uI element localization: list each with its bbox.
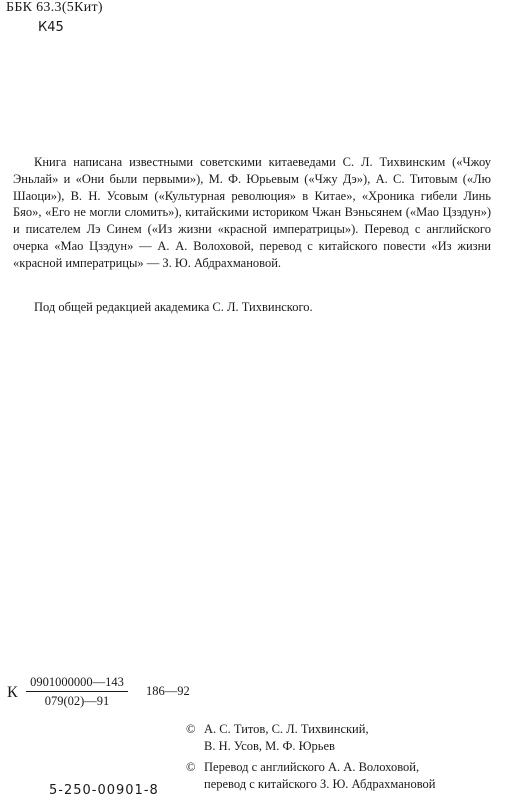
copyright-line: А. С. Титов, С. Л. Тихвинский, (204, 722, 369, 736)
copyright-authors (186, 721, 506, 755)
copyright-line: перевод с китайского З. Ю. Абдрахмановой (204, 777, 436, 791)
bbk-classification: ББК 63.3(5Кит) (6, 0, 103, 15)
publisher-code-prefix: К (7, 684, 18, 701)
publisher-code-numerator: 0901000000—143 (26, 675, 128, 692)
publisher-code-fraction (26, 675, 128, 709)
copyright-translation (186, 759, 506, 793)
publisher-code-suffix: 186—92 (146, 684, 190, 698)
author-mark: К45 (38, 20, 64, 35)
publisher-code-denominator: 079(02)—91 (44, 694, 110, 708)
copyright-symbol: © (186, 760, 196, 774)
editor-note-text: Под общей редакцией академика С. Л. Тихвинского. (34, 300, 313, 314)
isbn: 5-250-00901-8 (49, 783, 159, 798)
copyright-line: Перевод с английского А. А. Волоховой, (204, 760, 420, 774)
copyright-line: В. Н. Усов, М. Ф. Юрьев (204, 739, 335, 753)
annotation-text: Книга написана известными советскими китаеведами С. Л. Тихвинским («Чжоу Эньлай» и «Они были первыми»), М. Ф. Юрьевым («Чжу Дэ»), А. С. Титовым («Лю Шаоци»), В. Н. Усовым («Культурная революция» в Китае», «Хроника гибели Линь Бяо», «Его не могли сломить»), китайскими историком Чжан Вэньсянем («Мао Цзэдун») и писателем Лэ Синем («Из жизни «красной императрицы»). Перевод с английского очерка «Мао Цзэдун» — А. А. Волоховой, перевод с китайского повести «Из жизни «красной императрицы» — З. Ю. Абдрахмановой. (13, 155, 491, 270)
copyright-symbol: © (186, 722, 196, 736)
annotation (13, 154, 491, 272)
editor-note (13, 299, 491, 315)
